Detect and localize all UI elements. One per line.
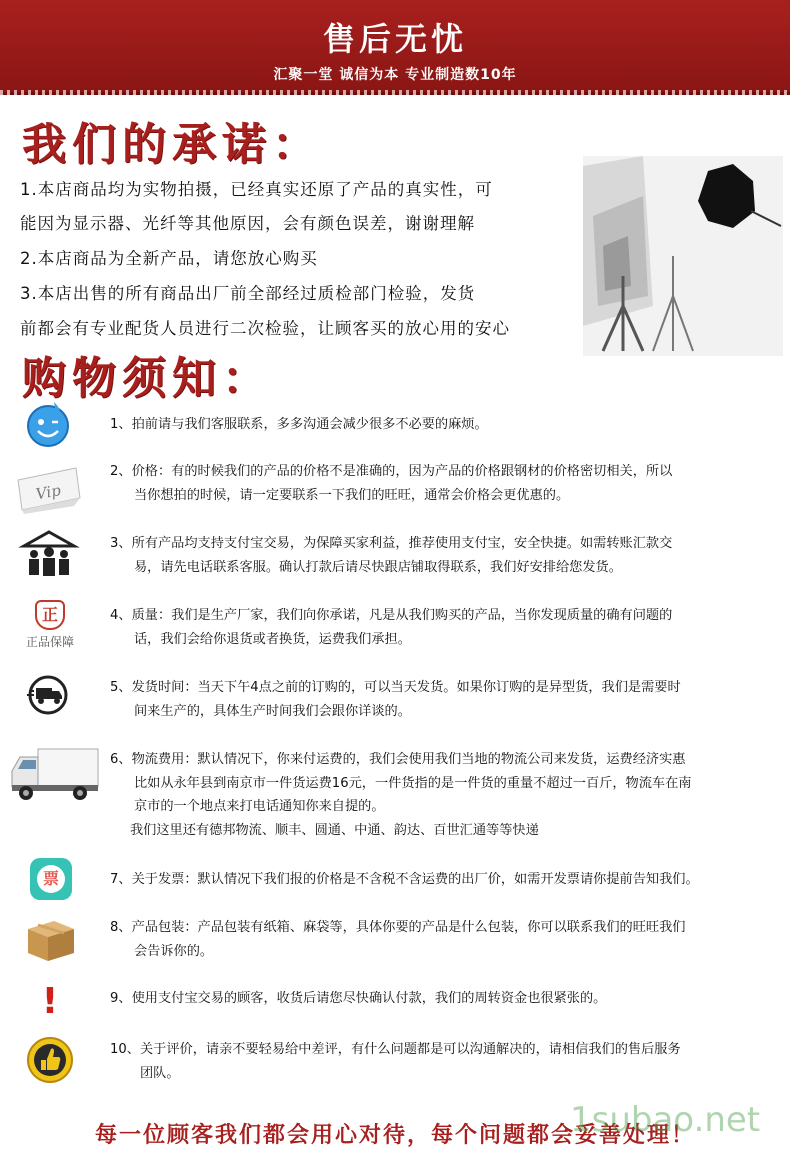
notice-item-text: 8、产品包装：产品包装有纸箱、麻袋等，具体你要的产品是什么包装，你可以联系我们的旺旺我们	[110, 920, 686, 935]
people-group-icon	[14, 530, 84, 584]
footer-slogan: 每一位顾客我们都会用心对待，每个问题都会妥善处理！	[94, 1123, 695, 1148]
svg-text:Vip: Vip	[34, 481, 63, 504]
notice-item-9	[110, 987, 788, 1011]
notice-item-text: 当你想拍的时候，请一定要联系一下我们的旺旺，通常会价格会更优惠的。	[134, 487, 570, 503]
notice-item-text: 1、拍前请与我们客服联系，多多沟通会减少很多不必要的麻烦。	[110, 417, 488, 432]
invoice-char: 票	[37, 865, 65, 893]
notice-item-text: 话，我们会给你退货或者换货，运费我们承担。	[134, 631, 411, 647]
genuine-badge-char: 正	[35, 600, 65, 630]
invoice-icon	[14, 858, 84, 900]
notice-item-1	[110, 413, 788, 437]
notice-item-text: 我们这里还有德邦物流、顺丰、圆通、中通、韵达、百世汇通等等快递	[130, 822, 539, 838]
notice-item-text: 5、发货时间：当天下午4点之前的订购的，可以当天发货。如果你订购的是异型货，我们是需要时	[110, 680, 681, 695]
notice-item-text: 会告诉你的。	[134, 943, 214, 959]
banner-title: 售后无忧	[322, 20, 467, 58]
notice-item-text: 3、所有产品均支持支付宝交易，为保障买家利益，推荐使用支付宝，安全快捷。如需转账汇款交	[110, 536, 673, 551]
notice-item-6	[110, 748, 788, 842]
notice-item-text: 9、使用支付宝交易的顾客，收货后请您尽快确认付款，我们的周转资金也很紧张的。	[110, 991, 607, 1006]
box-truck-icon	[8, 745, 100, 809]
notice-item-text: 京市的一个地点来打电话通知你来自提的。	[134, 799, 385, 814]
notice-item-text: 间来生产的，具体生产时间我们会跟你详谈的。	[134, 703, 411, 719]
banner-subtitle: 汇聚一堂 诚信为本 专业制造数10年	[273, 67, 517, 83]
notice-item-text: 比如从永年县到南京市一件货运费16元，一件货指的是一件货的重量不超过一百斤，物流车在南	[134, 775, 692, 791]
notice-item-text: 易，请先电话联系客服。确认打款后请尽快跟店铺取得联系，我们好安排给您发货。	[134, 559, 622, 575]
header-banner	[0, 0, 790, 95]
notice-item-text: 团队。	[140, 1065, 180, 1081]
studio-photo	[583, 156, 783, 356]
banner-dotted-border	[0, 90, 790, 95]
promise-heading: 我们的承诺：	[22, 119, 322, 170]
cardboard-box-icon	[14, 915, 84, 969]
wink-face-icon	[14, 400, 84, 452]
genuine-badge-icon	[10, 600, 90, 650]
promise-line: 3.本店出售的所有商品出厂前全部经过质检部门检验，发货	[20, 284, 476, 303]
notice-item-5	[110, 676, 788, 723]
notice-item-3	[110, 532, 788, 579]
thumbs-up-icon	[14, 1035, 84, 1089]
watermark: 1subao.net	[570, 1100, 761, 1140]
vip-card-icon	[14, 460, 84, 518]
promise-line: 1.本店商品均为实物拍摄，已经真实还原了产品的真实性，可	[20, 180, 493, 199]
genuine-badge-label: 正品保障	[25, 635, 74, 649]
notice-item-text: 2、价格：有的时候我们的产品的价格不是准确的，因为产品的价格跟钢材的价格密切相关，所以	[110, 464, 673, 479]
notice-heading: 购物须知：	[22, 353, 272, 404]
promise-line: 2.本店商品为全新产品，请您放心购买	[20, 249, 318, 268]
promise-line: 能因为显示器、光纤等其他原因，会有颜色误差，谢谢理解	[20, 214, 475, 233]
promise-line: 前都会有专业配货人员进行二次检验，让顾客买的放心用的安心	[20, 319, 510, 338]
notice-item-10	[110, 1038, 788, 1085]
notice-item-4	[110, 604, 788, 651]
delivery-truck-icon	[14, 673, 84, 721]
notice-item-text: 7、关于发票：默认情况下我们报的价格是不含税不含运费的出厂价，如需开发票请你提前告知我们。	[110, 872, 699, 887]
exclamation-icon	[20, 980, 80, 1024]
notice-item-7	[110, 868, 788, 892]
notice-item-2	[110, 460, 788, 507]
exclamation-char: !	[41, 981, 59, 1022]
notice-item-text: 10、关于评价，请亲不要轻易给中差评，有什么问题都是可以沟通解决的，请相信我们的售后服务	[110, 1042, 681, 1057]
notice-item-8	[110, 916, 788, 963]
notice-item-text: 6、物流费用：默认情况下，你来付运费的，我们会使用我们当地的物流公司来发货，运费经济实惠	[110, 752, 686, 767]
notice-item-text: 4、质量：我们是生产厂家，我们向你承诺，凡是从我们购买的产品，当你发现质量的确有问题的	[110, 608, 673, 623]
